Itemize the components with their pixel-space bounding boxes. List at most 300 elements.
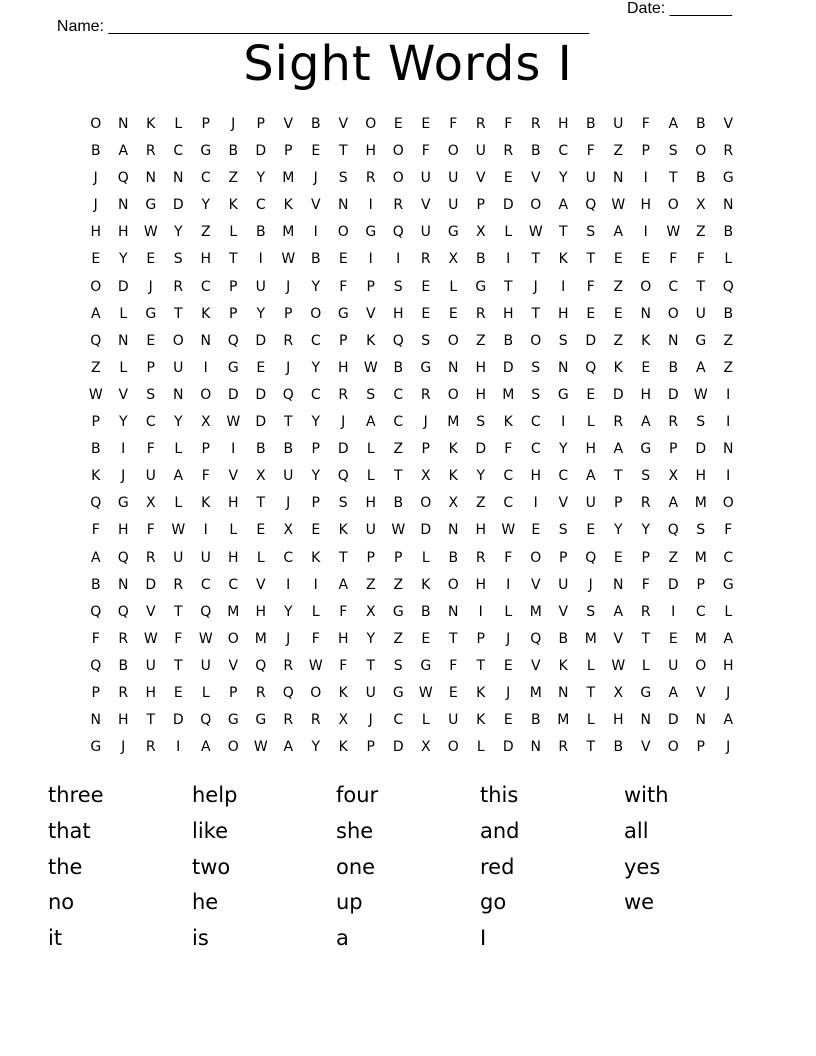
grid-letter: K — [476, 684, 486, 701]
grid-letter: E — [146, 332, 156, 349]
grid-letter: N — [448, 359, 459, 376]
grid-letter: T — [146, 712, 156, 729]
grid-letter: C — [503, 468, 514, 485]
grid-letter: M — [694, 495, 707, 512]
grid-letter: E — [641, 359, 651, 376]
grid-row — [82, 355, 742, 382]
grid-letter: Q — [722, 278, 734, 295]
grid-letter: I — [533, 495, 538, 512]
grid-letter: A — [90, 305, 101, 322]
grid-letter: T — [586, 684, 596, 701]
grid-letter: F — [504, 116, 513, 132]
grid-letter: Z — [393, 630, 404, 647]
grid-letter: Y — [256, 170, 266, 187]
grid-letter: T — [173, 603, 183, 620]
grid-letter: P — [669, 441, 678, 458]
grid-letter: Y — [613, 522, 623, 539]
grid-letter: N — [530, 739, 541, 756]
grid-row — [82, 409, 742, 436]
grid-row — [82, 219, 742, 246]
grid-letter: P — [91, 414, 100, 431]
grid-letter: A — [558, 197, 569, 214]
grid-letter: E — [421, 116, 431, 132]
grid-letter: Z — [695, 224, 706, 241]
grid-letter: Y — [173, 224, 183, 241]
grid-letter: B — [558, 630, 569, 647]
word-bank-item: she — [336, 818, 374, 843]
grid-letter: Z — [723, 332, 734, 349]
grid-letter: U — [283, 468, 294, 485]
grid-letter: B — [503, 332, 514, 349]
word-bank-item: the — [48, 854, 83, 879]
grid-letter: M — [529, 684, 542, 701]
grid-letter: O — [447, 386, 459, 403]
page-title: Sight Words I — [243, 36, 573, 92]
grid-letter: V — [118, 386, 129, 403]
grid-letter: N — [118, 332, 129, 349]
grid-letter: L — [229, 224, 238, 241]
grid-letter: O — [90, 116, 102, 132]
grid-letter: B — [695, 116, 706, 132]
grid-letter: R — [283, 657, 294, 674]
grid-letter: U — [613, 116, 624, 132]
grid-letter: H — [640, 197, 652, 214]
grid-letter: S — [696, 414, 706, 431]
grid-letter: Y — [558, 441, 568, 458]
grid-letter: G — [640, 441, 652, 458]
grid-letter: J — [506, 684, 511, 701]
grid-row — [82, 301, 742, 328]
grid-letter: D — [172, 712, 184, 729]
grid-letter: K — [558, 657, 568, 674]
word-bank-item: is — [192, 926, 209, 951]
grid-letter: U — [448, 712, 459, 729]
grid-letter: D — [612, 386, 624, 403]
grid-letter: Z — [475, 332, 486, 349]
grid-letter: X — [283, 522, 294, 539]
grid-letter: O — [227, 739, 239, 756]
grid-letter: B — [118, 657, 129, 674]
grid-letter: G — [200, 143, 212, 160]
grid-letter: P — [366, 739, 375, 756]
grid-letter: E — [421, 630, 431, 647]
grid-letter: L — [586, 657, 595, 674]
grid-letter: U — [420, 224, 431, 241]
grid-letter: N — [173, 170, 184, 187]
grid-letter: V — [530, 657, 541, 674]
grid-letter: Z — [613, 332, 624, 349]
grid-letter: O — [337, 224, 349, 241]
grid-letter: C — [200, 170, 211, 187]
grid-letter: H — [585, 441, 597, 458]
grid-letter: T — [558, 224, 568, 241]
grid-letter: S — [586, 224, 596, 241]
word-bank-item: he — [192, 890, 219, 915]
grid-letter: D — [667, 386, 679, 403]
grid-letter: H — [695, 468, 707, 485]
word-bank-item: it — [48, 926, 63, 951]
grid-letter: G — [392, 603, 404, 620]
grid-letter: E — [311, 143, 321, 160]
grid-row — [82, 734, 742, 761]
grid-letter: P — [696, 576, 705, 593]
grid-letter: F — [504, 549, 513, 566]
grid-letter: D — [337, 441, 349, 458]
grid-letter: O — [530, 332, 542, 349]
grid-letter: T — [283, 414, 293, 431]
grid-letter: G — [145, 197, 157, 214]
grid-letter: T — [338, 143, 348, 160]
grid-letter: Y — [311, 359, 321, 376]
grid-letter: V — [255, 576, 266, 593]
grid-letter: G — [420, 359, 432, 376]
grid-letter: Z — [90, 359, 101, 376]
grid-letter: Q — [117, 549, 129, 566]
grid-letter: Y — [283, 603, 293, 620]
grid-letter: J — [286, 278, 291, 295]
grid-letter: O — [310, 305, 322, 322]
grid-letter: K — [503, 414, 513, 431]
grid-row — [82, 192, 742, 219]
grid-letter: O — [640, 278, 652, 295]
grid-letter: C — [530, 414, 541, 431]
grid-letter: X — [448, 251, 459, 268]
grid-letter: P — [421, 441, 430, 458]
word-bank-item: red — [480, 854, 515, 879]
grid-letter: G — [420, 657, 432, 674]
grid-letter: I — [506, 251, 511, 268]
grid-letter: M — [502, 386, 515, 403]
grid-letter: U — [255, 278, 266, 295]
grid-letter: E — [91, 251, 101, 268]
grid-letter: P — [284, 143, 293, 160]
word-bank-item: and — [480, 818, 520, 843]
grid-letter: Q — [200, 712, 212, 729]
grid-letter: T — [531, 305, 541, 322]
grid-letter: C — [393, 414, 404, 431]
grid-letter: D — [255, 386, 267, 403]
date-line: Date: _______ — [627, 0, 732, 17]
grid-letter: M — [529, 603, 542, 620]
grid-letter: J — [286, 630, 291, 647]
grid-letter: S — [173, 251, 183, 268]
word-bank-item: four — [336, 783, 379, 807]
grid-letter: E — [338, 251, 348, 268]
letter-grid — [82, 111, 742, 761]
grid-letter: S — [393, 657, 403, 674]
grid-letter: C — [695, 603, 706, 620]
grid-letter: B — [90, 441, 101, 458]
word-bank-item: with — [624, 783, 669, 807]
grid-letter: L — [174, 441, 183, 458]
grid-letter: M — [254, 630, 267, 647]
grid-letter: P — [696, 739, 705, 756]
grid-letter: L — [256, 549, 265, 566]
grid-letter: O — [447, 143, 459, 160]
grid-letter: S — [558, 522, 568, 539]
grid-letter: K — [448, 441, 458, 458]
grid-letter: S — [586, 603, 596, 620]
grid-letter: B — [90, 576, 101, 593]
grid-letter: I — [231, 441, 236, 458]
grid-letter: C — [200, 278, 211, 295]
grid-letter: O — [447, 332, 459, 349]
grid-row — [82, 165, 742, 192]
grid-letter: L — [504, 224, 513, 241]
grid-letter: A — [613, 441, 624, 458]
grid-letter: P — [339, 332, 348, 349]
grid-letter: K — [201, 495, 211, 512]
grid-letter: I — [176, 739, 181, 756]
grid-letter: Q — [227, 332, 239, 349]
grid-letter: T — [613, 468, 623, 485]
grid-letter: N — [448, 522, 459, 539]
grid-letter: Q — [90, 657, 102, 674]
grid-letter: B — [723, 224, 734, 241]
grid-row — [82, 680, 742, 707]
grid-letter: R — [255, 684, 266, 701]
grid-letter: K — [558, 251, 568, 268]
word-bank-item: this — [480, 783, 519, 807]
grid-letter: T — [393, 468, 403, 485]
grid-letter: Q — [530, 630, 542, 647]
grid-letter: G — [255, 712, 267, 729]
grid-letter: L — [311, 603, 320, 620]
grid-letter: J — [726, 739, 731, 756]
grid-letter: W — [198, 630, 213, 647]
grid-letter: X — [475, 224, 486, 241]
grid-letter: R — [668, 414, 679, 431]
grid-letter: X — [668, 468, 679, 485]
grid-letter: T — [586, 739, 596, 756]
grid-letter: Y — [311, 414, 321, 431]
grid-letter: N — [145, 170, 156, 187]
grid-letter: B — [228, 143, 239, 160]
grid-letter: P — [366, 278, 375, 295]
grid-letter: R — [640, 603, 651, 620]
grid-letter: E — [586, 522, 596, 539]
grid-letter: N — [200, 332, 211, 349]
grid-letter: N — [723, 197, 734, 214]
grid-letter: A — [365, 414, 376, 431]
grid-letter: H — [475, 576, 487, 593]
grid-letter: F — [339, 278, 348, 295]
grid-letter: V — [338, 116, 349, 132]
grid-letter: Y — [476, 468, 486, 485]
grid-letter: A — [90, 549, 101, 566]
grid-letter: V — [530, 576, 541, 593]
grid-letter: Q — [585, 359, 597, 376]
grid-letter: P — [559, 549, 568, 566]
grid-letter: Z — [393, 441, 404, 458]
grid-letter: B — [90, 143, 101, 160]
grid-letter: T — [531, 251, 541, 268]
grid-letter: X — [448, 495, 459, 512]
grid-letter: V — [145, 603, 156, 620]
grid-letter: R — [475, 116, 486, 132]
grid-letter: H — [557, 305, 569, 322]
grid-letter: O — [667, 305, 679, 322]
grid-letter: J — [93, 170, 98, 187]
grid-letter: W — [418, 684, 433, 701]
grid-letter: H — [612, 712, 624, 729]
grid-letter: R — [420, 251, 431, 268]
grid-letter: Y — [118, 414, 128, 431]
grid-letter: W — [281, 251, 296, 268]
grid-letter: W — [666, 224, 681, 241]
grid-letter: M — [557, 712, 570, 729]
grid-letter: D — [475, 441, 487, 458]
grid-letter: Q — [90, 495, 102, 512]
grid-row — [82, 382, 742, 409]
grid-letter: M — [584, 630, 597, 647]
grid-letter: E — [503, 712, 513, 729]
grid-row — [82, 463, 742, 490]
grid-letter: I — [396, 251, 401, 268]
grid-letter: D — [585, 332, 597, 349]
grid-letter: G — [475, 278, 487, 295]
grid-letter: Y — [311, 468, 321, 485]
grid-letter: D — [667, 712, 679, 729]
grid-letter: W — [226, 414, 241, 431]
grid-letter: Q — [282, 386, 294, 403]
grid-letter: I — [506, 576, 511, 593]
grid-letter: U — [365, 684, 376, 701]
grid-letter: T — [173, 657, 183, 674]
grid-letter: K — [311, 549, 321, 566]
grid-letter: J — [121, 739, 126, 756]
grid-letter: D — [502, 197, 514, 214]
grid-letter: H — [365, 495, 377, 512]
grid-letter: N — [118, 576, 129, 593]
grid-letter: B — [448, 549, 459, 566]
grid-letter: R — [420, 386, 431, 403]
grid-letter: I — [671, 603, 676, 620]
grid-letter: O — [200, 386, 212, 403]
grid-letter: K — [366, 332, 376, 349]
grid-letter: C — [558, 468, 569, 485]
grid-letter: C — [145, 414, 156, 431]
grid-letter: R — [475, 549, 486, 566]
grid-letter: D — [392, 739, 404, 756]
grid-letter: E — [448, 684, 458, 701]
grid-letter: Z — [228, 170, 239, 187]
word-bank-item: I — [480, 926, 487, 951]
grid-letter: W — [171, 522, 186, 539]
grid-letter: J — [93, 197, 98, 214]
grid-letter: E — [256, 522, 266, 539]
grid-letter: P — [256, 116, 265, 132]
word-bank-item: two — [192, 854, 231, 879]
grid-letter: E — [448, 305, 458, 322]
grid-letter: S — [338, 495, 348, 512]
grid-letter: X — [695, 197, 706, 214]
grid-letter: E — [531, 522, 541, 539]
grid-letter: C — [255, 197, 266, 214]
grid-letter: O — [365, 116, 377, 132]
grid-letter: D — [255, 414, 267, 431]
grid-row — [82, 246, 742, 273]
grid-letter: V — [228, 468, 239, 485]
grid-letter: J — [286, 359, 291, 376]
grid-letter: S — [641, 468, 651, 485]
grid-letter: B — [310, 116, 321, 132]
grid-letter: D — [667, 576, 679, 593]
grid-letter: O — [392, 170, 404, 187]
grid-row — [82, 111, 742, 138]
grid-row — [82, 138, 742, 165]
grid-letter: X — [145, 495, 156, 512]
grid-letter: O — [667, 739, 679, 756]
grid-letter: P — [366, 549, 375, 566]
grid-letter: X — [420, 739, 431, 756]
grid-letter: S — [531, 386, 541, 403]
grid-letter: Z — [393, 576, 404, 593]
grid-letter: H — [365, 143, 377, 160]
grid-letter: R — [393, 197, 404, 214]
grid-letter: R — [310, 712, 321, 729]
grid-letter: K — [146, 116, 156, 132]
grid-letter: D — [255, 332, 267, 349]
grid-letter: F — [339, 657, 348, 674]
grid-letter: G — [90, 739, 102, 756]
grid-letter: R — [145, 143, 156, 160]
grid-letter: Q — [90, 332, 102, 349]
grid-letter: A — [585, 468, 596, 485]
grid-letter: N — [613, 576, 624, 593]
grid-letter: L — [724, 251, 733, 268]
grid-letter: L — [724, 603, 733, 620]
grid-row — [82, 653, 742, 680]
grid-letter: L — [201, 684, 210, 701]
grid-row — [82, 572, 742, 599]
grid-letter: R — [283, 712, 294, 729]
word-bank-item: one — [336, 854, 376, 879]
grid-letter: K — [283, 197, 293, 214]
grid-letter: Z — [365, 576, 376, 593]
grid-letter: T — [696, 278, 706, 295]
grid-letter: Y — [118, 251, 128, 268]
grid-letter: A — [723, 630, 734, 647]
grid-letter: T — [503, 278, 513, 295]
grid-letter: G — [722, 576, 734, 593]
grid-letter: G — [227, 359, 239, 376]
grid-letter: Z — [668, 549, 679, 566]
grid-letter: C — [173, 143, 184, 160]
grid-letter: U — [145, 657, 156, 674]
grid-letter: P — [311, 495, 320, 512]
grid-letter: E — [256, 359, 266, 376]
grid-letter: Y — [256, 305, 266, 322]
grid-letter: U — [173, 549, 184, 566]
grid-letter: A — [695, 359, 706, 376]
grid-letter: Z — [723, 359, 734, 376]
grid-letter: C — [558, 143, 569, 160]
grid-letter: G — [640, 684, 652, 701]
grid-letter: W — [391, 522, 406, 539]
grid-letter: F — [696, 251, 705, 268]
grid-letter: V — [558, 603, 569, 620]
grid-letter: H — [475, 386, 487, 403]
grid-letter: I — [561, 414, 566, 431]
grid-letter: D — [117, 278, 129, 295]
grid-letter: X — [420, 468, 431, 485]
grid-letter: L — [119, 359, 128, 376]
grid-letter: O — [695, 657, 707, 674]
grid-letter: C — [310, 332, 321, 349]
grid-letter: H — [145, 684, 157, 701]
grid-letter: K — [338, 522, 348, 539]
